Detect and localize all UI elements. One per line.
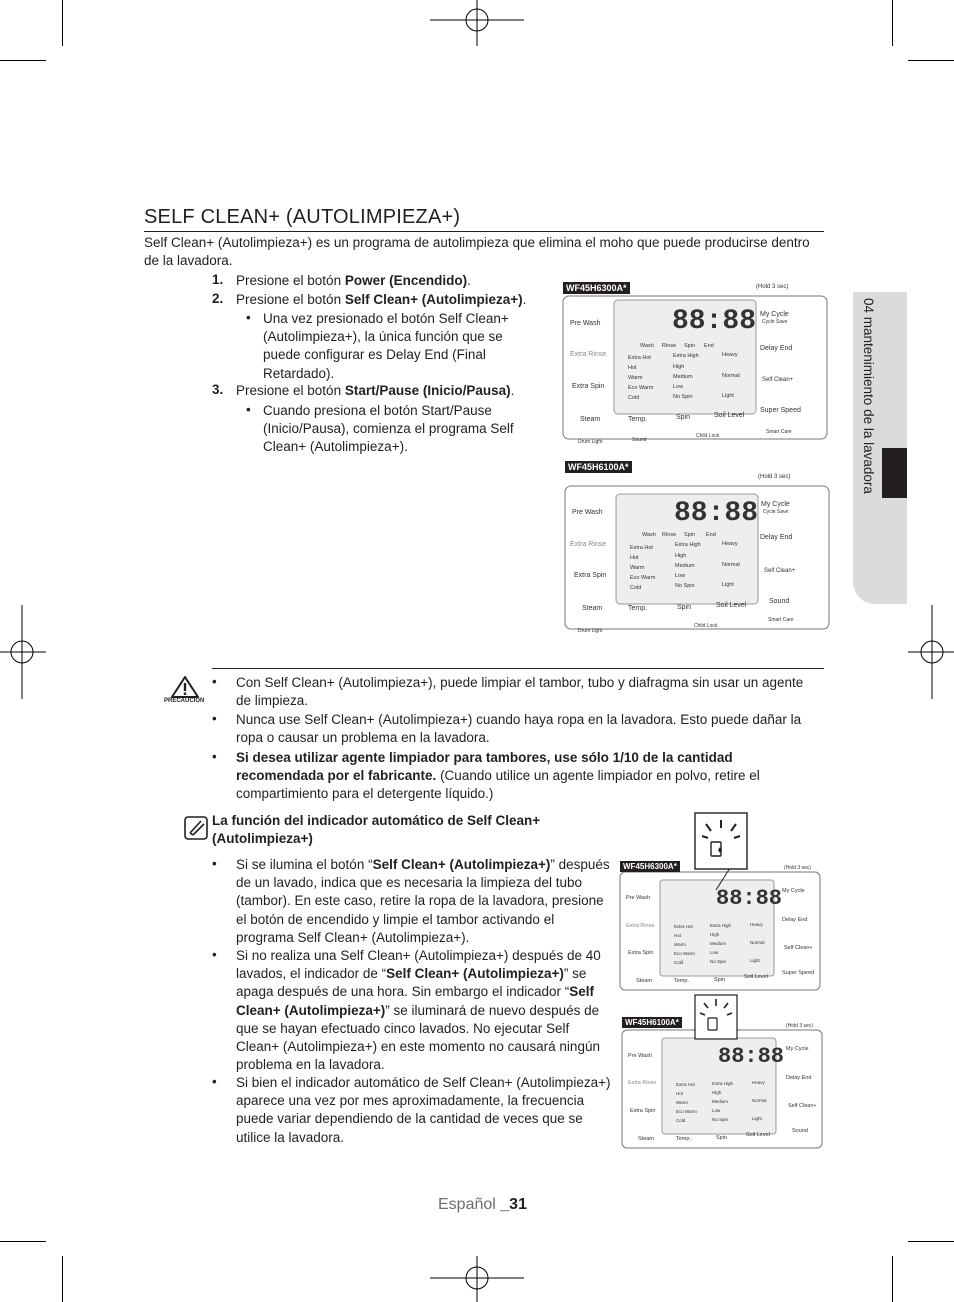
btn-label: Soil Level	[746, 1132, 770, 1138]
temp-opt: Eco Warm	[630, 575, 656, 581]
section-title: SELF CLEAN+ (AUTOLIMPIEZA+)	[144, 206, 461, 228]
btn-label: Self Clean+	[762, 377, 794, 383]
spin-opt: No Spin	[712, 1117, 729, 1122]
step-number: 1.	[212, 272, 224, 287]
temp-opt: Warm	[628, 375, 643, 381]
caution-item	[236, 749, 814, 804]
spin-opt: Low	[710, 950, 719, 955]
sound-label: Sound	[632, 437, 647, 443]
display-digits: 88:88	[718, 1044, 785, 1069]
model-label: WF45H6100A*	[565, 461, 632, 473]
model-label: WF45H6300A*	[563, 282, 630, 294]
btn-label: Extra Spin	[574, 572, 607, 579]
crop-mark	[908, 60, 954, 61]
btn-label: Extra Rinse	[628, 1080, 657, 1086]
btn-label: Temp.	[628, 416, 648, 423]
btn-label: Soil Level	[744, 974, 768, 980]
crop-mark	[62, 1256, 63, 1302]
spin-opt: Extra High	[712, 1081, 734, 1086]
btn-label: Extra Spin	[630, 1108, 656, 1114]
btn-label: Extra Rinse	[626, 923, 655, 929]
step-text: Presione el botón	[236, 273, 345, 288]
child-lock: Child Lock	[694, 623, 718, 629]
step-bold: Start/Pause (Inicio/Pausa)	[344, 383, 511, 398]
note-item: Si bien el indicador automático de Self Clean+ (Autolimpieza+) aparece una vez por mes aproximadamente, la frecuencia puede variar dependiendo de la cantidad de veces que se utilice la lavadora.	[236, 1075, 611, 1145]
smart-care: Smart Care	[766, 429, 792, 435]
temp-opt: Eco Warm	[676, 1109, 697, 1114]
soil-opt: Normal	[752, 1098, 767, 1103]
drum-light: Drum Light	[578, 628, 603, 634]
btn-label: Self Clean+	[788, 1103, 817, 1109]
temp-opt: Cold	[676, 1118, 686, 1123]
btn-label: Steam	[582, 605, 603, 612]
btn-label: Pre Wash	[570, 320, 601, 327]
soil-opt: Heavy	[722, 352, 738, 358]
page-number: _31	[500, 1196, 527, 1213]
stage-label: End	[704, 343, 714, 349]
soil-opt: Light	[722, 393, 734, 399]
display-digits: 88:88	[672, 306, 757, 337]
btn-label: Steam	[580, 416, 601, 423]
btn-label: Delay End	[760, 345, 793, 352]
stage-label: Spin	[684, 532, 696, 538]
temp-opt: Extra Hot	[676, 1082, 695, 1087]
btn-label: Temp.	[628, 605, 648, 612]
btn-label: Spin	[677, 604, 692, 611]
btn-label: Temp.	[676, 1136, 691, 1142]
soil-opt: Heavy	[752, 1080, 765, 1085]
note-text: ” se apaga después de una hora. Sin embargo el indicador “	[236, 966, 587, 1000]
caution-item: Con Self Clean+ (Autolimpieza+), puede limpiar el tambor, tubo y diafragma sin usar un agente de limpieza.	[236, 675, 804, 709]
spin-opt: High	[673, 364, 685, 370]
btn-label: Spin	[714, 977, 726, 983]
spin-opt: No Spin	[710, 959, 727, 964]
temp-opt: Cold	[628, 395, 640, 401]
step-1	[236, 272, 471, 290]
btn-label: Soil Level	[716, 602, 747, 609]
btn-label: Self Clean+	[764, 568, 796, 574]
registration-mark-bottom	[430, 1256, 524, 1302]
temp-opt: Warm	[630, 565, 645, 571]
btn-label: Cycle Save	[762, 319, 788, 325]
self-clean-indicator-callout	[694, 994, 738, 1040]
btn-label: Pre Wash	[572, 509, 603, 516]
chapter-tab-label-box	[842, 298, 892, 598]
spin-opt: No Spin	[675, 583, 695, 589]
spin-opt: Extra High	[673, 353, 699, 359]
soil-opt: Light	[750, 958, 760, 963]
btn-label: Super Speed	[782, 970, 815, 976]
btn-label: Sound	[769, 598, 790, 605]
btn-label: My Cycle	[782, 888, 805, 894]
crop-mark	[892, 0, 893, 46]
step-2	[236, 291, 526, 309]
step-number: 3.	[212, 382, 224, 397]
spin-opt: High	[712, 1090, 722, 1095]
temp-opt: Hot	[630, 555, 639, 561]
hold-label: (Hold 3 sec)	[786, 1023, 813, 1029]
note-text: Si se ilumina el botón “	[236, 857, 373, 872]
btn-label: Pre Wash	[628, 1053, 652, 1059]
temp-opt: Cold	[674, 960, 684, 965]
soil-opt: Light	[722, 582, 734, 588]
bullet-dot: •	[212, 856, 217, 871]
btn-label: Soil Level	[714, 412, 745, 419]
soil-opt: Light	[752, 1116, 762, 1121]
hold-label: (Hold 3 sec)	[756, 284, 789, 290]
step-text: .	[522, 292, 527, 307]
step-text: .	[510, 383, 515, 398]
bullet-dot: •	[212, 1074, 217, 1089]
bullet-dot: •	[212, 711, 217, 726]
btn-label: Extra Rinse	[570, 541, 607, 548]
btn-label: Steam	[636, 978, 652, 984]
note-bold: Self Clean+ (Autolimpieza+)	[372, 857, 551, 872]
btn-label: Self Clean+	[784, 945, 813, 951]
bullet-dot: •	[212, 947, 217, 962]
hold-label: (Hold 3 sec)	[784, 865, 811, 871]
note-icon	[184, 816, 208, 840]
step-3	[236, 382, 514, 400]
btn-label: Pre Wash	[626, 895, 650, 901]
spin-opt: Medium	[673, 374, 693, 380]
btn-label: Extra Spin	[572, 383, 605, 390]
btn-label: Delay End	[786, 1075, 812, 1081]
footer-language: Español	[438, 1196, 501, 1213]
spin-opt: Low	[712, 1108, 721, 1113]
stage-label: Rinse	[662, 343, 677, 349]
btn-label: Extra Rinse	[570, 351, 607, 358]
step-bold: Self Clean+ (Autolimpieza+)	[344, 292, 523, 307]
smart-care: Smart Care	[768, 617, 794, 623]
note-bold: Self Clean+ (Autolimpieza+)	[236, 984, 594, 1018]
caution-label: PRECAUCIÓN	[164, 698, 205, 704]
step-3-bullet: Cuando presiona el botón Start/Pause (Inicio/Pausa), comienza el programa Self Clean+ (Autolimpieza+).	[263, 403, 514, 455]
page-footer	[438, 1196, 527, 1214]
caution-item: Nunca use Self Clean+ (Autolimpieza+) cuando haya ropa en la lavadora. Esto puede dañar la ropa o causar un problema en la lavadora.	[236, 712, 802, 746]
btn-label: Super Speed	[760, 407, 801, 414]
btn-label: My Cycle	[760, 311, 789, 318]
spin-opt: Medium	[710, 941, 727, 946]
spin-opt: Extra High	[710, 923, 732, 928]
drum-light: Drum Light	[578, 439, 603, 445]
btn-label: Spin	[676, 414, 691, 421]
control-panel-small-wf45h6300a	[618, 860, 824, 1000]
temp-opt: Hot	[628, 365, 637, 371]
spin-opt: Extra High	[675, 542, 701, 548]
btn-label: Sound	[792, 1128, 808, 1134]
temp-opt: Warm	[674, 942, 686, 947]
crop-mark	[62, 0, 63, 46]
warning-icon	[170, 675, 200, 699]
step-text: Presione el botón	[236, 292, 345, 307]
spin-opt: No Spin	[673, 394, 693, 400]
btn-label: Spin	[716, 1135, 728, 1141]
btn-label: Steam	[638, 1136, 654, 1142]
btn-label: My Cycle	[761, 501, 790, 508]
display-digits: 88:88	[716, 886, 783, 911]
caution-text: (Cuando utilice un agente limpiador en polvo, retire el compartimiento para el detergente líquido.)	[236, 768, 760, 802]
bullet-dot: •	[246, 310, 251, 325]
note-text: Si no realiza una Self Clean+ (Autolimpieza+) después de 40 lavados, el indicador de “	[236, 948, 601, 982]
step-text: Presione el botón	[236, 383, 345, 398]
btn-label: Delay End	[760, 534, 793, 541]
crop-mark	[908, 1241, 954, 1242]
stage-label: Rinse	[662, 532, 677, 538]
note-title: La función del indicador automático de Self Clean+ (Autolimpieza+)	[212, 813, 541, 847]
temp-opt: Cold	[630, 585, 642, 591]
spin-opt: Low	[675, 573, 686, 579]
note-bold: Self Clean+ (Autolimpieza+)	[386, 966, 564, 982]
step-2-bullet: Una vez presionado el botón Self Clean+ (Autolimpieza+), la única función que se puede configurar es Delay End (Final Retardado).	[263, 311, 509, 381]
step-number: 2.	[212, 291, 224, 306]
spin-opt: High	[710, 932, 720, 937]
spin-opt: Low	[673, 384, 684, 390]
control-panel-wf45h6100a	[562, 470, 832, 636]
note-text: ” después de un lavado, indica que es necesaria la limpieza del tubo (tambor). En este caso, retire la ropa de la lavadora, presione el botón de encendido y limpie el tambor activando el programa Self Clean+ (Autolimpieza+).	[236, 857, 610, 945]
soil-opt: Heavy	[722, 541, 738, 547]
title-rule	[144, 231, 824, 232]
child-lock: Child Lock	[696, 433, 720, 439]
btn-label: Extra Spin	[628, 950, 654, 956]
step-bold: Power (Encendido)	[344, 273, 468, 288]
temp-opt: Eco Warm	[674, 951, 695, 956]
crop-mark	[892, 1256, 893, 1302]
chapter-tab-label: 04 mantenimiento de la lavadora	[861, 298, 876, 494]
stage-label: Wash	[642, 532, 656, 538]
temp-opt: Hot	[674, 933, 682, 938]
btn-label: Temp.	[674, 978, 689, 984]
soil-opt: Normal	[750, 940, 765, 945]
registration-mark-top	[430, 0, 524, 46]
hold-label: (Hold 3 sec)	[758, 474, 791, 480]
display-digits: 88:88	[674, 498, 759, 529]
temp-opt: Extra Hot	[630, 545, 653, 551]
note-item	[236, 947, 612, 1074]
spin-opt: Medium	[712, 1099, 729, 1104]
bullet-dot: •	[212, 749, 217, 764]
soil-opt: Normal	[722, 373, 740, 379]
bullet-dot: •	[212, 674, 217, 689]
btn-label: My Cycle	[786, 1046, 809, 1052]
caution-rule	[212, 668, 824, 669]
soil-opt: Normal	[722, 562, 740, 568]
note-item	[236, 856, 612, 947]
temp-opt: Extra Hot	[674, 924, 693, 929]
temp-opt: Extra Hot	[628, 355, 651, 361]
bullet-dot: •	[246, 402, 251, 417]
btn-label: Cycle Save	[763, 509, 789, 515]
stage-label: End	[706, 532, 716, 538]
intro-paragraph: Self Clean+ (Autolimpieza+) es un programa de autolimpieza que elimina el moho que puede producirse dentro de la lavadora.	[144, 235, 810, 269]
crop-mark	[0, 60, 46, 61]
spin-opt: Medium	[675, 563, 695, 569]
temp-opt: Hot	[676, 1091, 684, 1096]
step-text: .	[467, 273, 471, 288]
temp-opt: Warm	[676, 1100, 688, 1105]
temp-opt: Eco Warm	[628, 385, 654, 391]
control-panel-wf45h6300a	[560, 280, 830, 446]
model-label: WF45H6300A*	[620, 861, 680, 872]
crop-mark	[0, 1241, 46, 1242]
stage-label: Wash	[640, 343, 654, 349]
caution-bold: Si desea utilizar agente limpiador para tambores, use sólo 1/10 de la cantidad recomendada por el fabricante.	[236, 750, 733, 784]
stage-label: Spin	[684, 343, 696, 349]
registration-mark-left	[0, 605, 46, 699]
self-clean-indicator-callout	[694, 812, 748, 870]
model-label: WF45H6100A*	[622, 1017, 682, 1028]
spin-opt: High	[675, 553, 687, 559]
soil-opt: Heavy	[750, 922, 763, 927]
btn-label: Delay End	[782, 917, 808, 923]
registration-mark-right	[908, 605, 954, 699]
note-text: ” se iluminará de nuevo después de que se hayan efectuado cinco lavados. No ejecutar Self Clean+ (Autolimpieza+) en este momento no causará ningún problema en la lavadora.	[236, 1002, 600, 1073]
